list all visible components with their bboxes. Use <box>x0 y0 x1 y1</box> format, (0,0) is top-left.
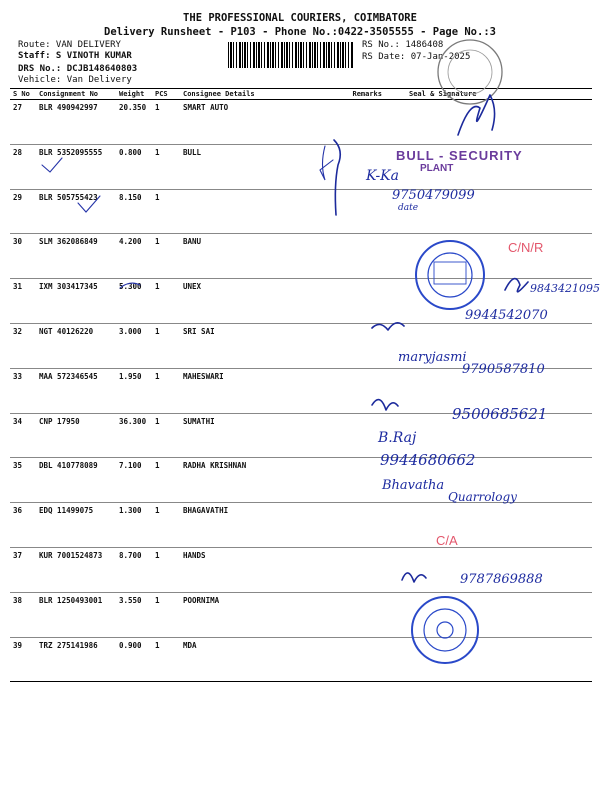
cell-consignment: BLR 490942997 <box>36 100 116 145</box>
cell-remarks <box>333 592 385 637</box>
cell-consignment: MAA 572346545 <box>36 368 116 413</box>
cell-pcs: 1 <box>152 503 180 548</box>
cell-consignee: RADHA KRISHNAN <box>180 458 333 503</box>
cell-consignee: BULL <box>180 144 333 189</box>
vehicle-label: Vehicle: Van Delivery <box>18 75 132 85</box>
cell-consignment: KUR 7001524873 <box>36 547 116 592</box>
cell-consignment: BLR 1250493001 <box>36 592 116 637</box>
cell-sno: 29 <box>10 189 36 234</box>
cell-weight: 36.300 <box>116 413 152 458</box>
pink-note-r30: C/N/R <box>508 240 544 255</box>
cell-remarks <box>333 458 385 503</box>
col-consignment: Consignment No <box>36 89 116 100</box>
cell-consignee: UNEX <box>180 279 333 324</box>
col-signature: Seal & Signature <box>385 89 592 100</box>
table-row <box>10 637 592 682</box>
cell-pcs: 1 <box>152 458 180 503</box>
hand-r38-phone: 9787869888 <box>460 572 543 587</box>
cell-sno: 36 <box>10 503 36 548</box>
cell-consignment: SLM 362086849 <box>36 234 116 279</box>
cell-weight: 0.900 <box>116 637 152 682</box>
hand-r35-name: B.Raj <box>378 430 417 446</box>
cell-pcs: 1 <box>152 413 180 458</box>
staff-label: Staff: S VINOTH KUMAR <box>18 51 132 61</box>
cell-remarks <box>333 234 385 279</box>
cell-weight: 4.200 <box>116 234 152 279</box>
cell-sno: 33 <box>10 368 36 413</box>
cell-sno: 39 <box>10 637 36 682</box>
col-consignee: Consignee Details <box>180 89 333 100</box>
hand-r31-phone: 9843421095 <box>530 282 600 295</box>
rs-date: RS Date: 07-Jan-2025 <box>362 52 471 62</box>
route-label: Route: VAN DELIVERY <box>18 40 121 50</box>
table-header-row <box>10 89 592 100</box>
company-title: THE PROFESSIONAL COURIERS, COIMBATORE <box>183 12 417 24</box>
cell-weight: 20.350 <box>116 100 152 145</box>
cell-pcs: 1 <box>152 368 180 413</box>
cell-remarks <box>333 189 385 234</box>
cell-weight: 1.950 <box>116 368 152 413</box>
cell-remarks <box>333 323 385 368</box>
rs-number: RS No.: 1486408 <box>362 40 444 50</box>
cell-consignee: MDA <box>180 637 333 682</box>
cell-remarks <box>333 503 385 548</box>
cell-signature <box>385 637 592 682</box>
hand-r28: K-Ka <box>366 168 399 184</box>
cell-weight: 5.300 <box>116 279 152 324</box>
hand-r29-date: date <box>398 203 419 213</box>
hand-r32-phone: 9944542070 <box>465 308 548 323</box>
cell-weight: 8.150 <box>116 189 152 234</box>
cell-remarks <box>333 368 385 413</box>
hand-r35-phone: 9944680662 <box>380 451 476 469</box>
hand-r33-name: maryjasmi <box>398 350 467 365</box>
cell-signature <box>385 503 592 548</box>
cell-consignee: POORNIMA <box>180 592 333 637</box>
cell-pcs: 1 <box>152 144 180 189</box>
cell-consignment: EDQ 11499075 <box>36 503 116 548</box>
runsheet-subtitle: Delivery Runsheet - P103 - Phone No.:0422-3505555 - Page No.:3 <box>104 26 496 38</box>
cell-remarks <box>333 637 385 682</box>
cell-weight: 8.700 <box>116 547 152 592</box>
cell-consignment: NGT 40126220 <box>36 323 116 368</box>
cell-remarks <box>333 547 385 592</box>
delivery-table <box>10 88 592 682</box>
col-sno: S No <box>10 89 36 100</box>
cell-remarks <box>333 279 385 324</box>
barcode <box>228 42 354 68</box>
col-pcs: PCS <box>152 89 180 100</box>
cell-sno: 35 <box>10 458 36 503</box>
table-row <box>10 100 592 145</box>
table-row <box>10 592 592 637</box>
table-row <box>10 503 592 548</box>
cell-consignee: HANDS <box>180 547 333 592</box>
pink-note-r37: C/A <box>436 533 458 548</box>
cell-pcs: 1 <box>152 592 180 637</box>
hand-r29-phone: 9750479099 <box>392 188 475 203</box>
cell-remarks <box>333 100 385 145</box>
cell-pcs: 1 <box>152 189 180 234</box>
cell-signature <box>385 100 592 145</box>
cell-consignee: BHAGAVATHI <box>180 503 333 548</box>
cell-pcs: 1 <box>152 637 180 682</box>
cell-consignee: SUMATHI <box>180 413 333 458</box>
cell-consignment: IXM 303417345 <box>36 279 116 324</box>
col-remarks: Remarks <box>333 89 385 100</box>
hand-r34-phone: 9500685621 <box>452 405 548 423</box>
drs-label: DRS No.: DCJB148640803 <box>18 64 138 74</box>
hand-r36-sign: Quarrology <box>448 490 517 504</box>
cell-consignment: TRZ 275141986 <box>36 637 116 682</box>
cell-weight: 3.550 <box>116 592 152 637</box>
cell-weight: 0.800 <box>116 144 152 189</box>
cell-sno: 37 <box>10 547 36 592</box>
cell-consignment: DBL 410778089 <box>36 458 116 503</box>
cell-pcs: 1 <box>152 547 180 592</box>
col-weight: Weight <box>116 89 152 100</box>
bull-stamp-line1: BULL - SECURITY <box>396 148 523 163</box>
cell-sno: 34 <box>10 413 36 458</box>
cell-sno: 31 <box>10 279 36 324</box>
cell-consignment: CNP 17950 <box>36 413 116 458</box>
cell-sno: 32 <box>10 323 36 368</box>
cell-consignee <box>180 189 333 234</box>
cell-signature <box>385 234 592 279</box>
hand-r33-phone: 9790587810 <box>462 362 545 377</box>
cell-weight: 1.300 <box>116 503 152 548</box>
cell-pcs: 1 <box>152 323 180 368</box>
cell-sno: 30 <box>10 234 36 279</box>
cell-consignee: SRI SAI <box>180 323 333 368</box>
cell-consignee: MAHESWARI <box>180 368 333 413</box>
table-row <box>10 189 592 234</box>
cell-sno: 38 <box>10 592 36 637</box>
cell-consignee: BANU <box>180 234 333 279</box>
cell-sno: 28 <box>10 144 36 189</box>
cell-weight: 3.000 <box>116 323 152 368</box>
cell-consignment: BLR 505755423 <box>36 189 116 234</box>
cell-signature <box>385 592 592 637</box>
table-row <box>10 234 592 279</box>
bull-stamp-line2: PLANT <box>420 163 454 174</box>
cell-weight: 7.100 <box>116 458 152 503</box>
hand-r36-name: Bhavatha <box>382 478 445 493</box>
cell-sno: 27 <box>10 100 36 145</box>
cell-pcs: 1 <box>152 279 180 324</box>
cell-pcs: 1 <box>152 100 180 145</box>
cell-consignee: SMART AUTO <box>180 100 333 145</box>
cell-consignment: BLR 5352095555 <box>36 144 116 189</box>
cell-pcs: 1 <box>152 234 180 279</box>
